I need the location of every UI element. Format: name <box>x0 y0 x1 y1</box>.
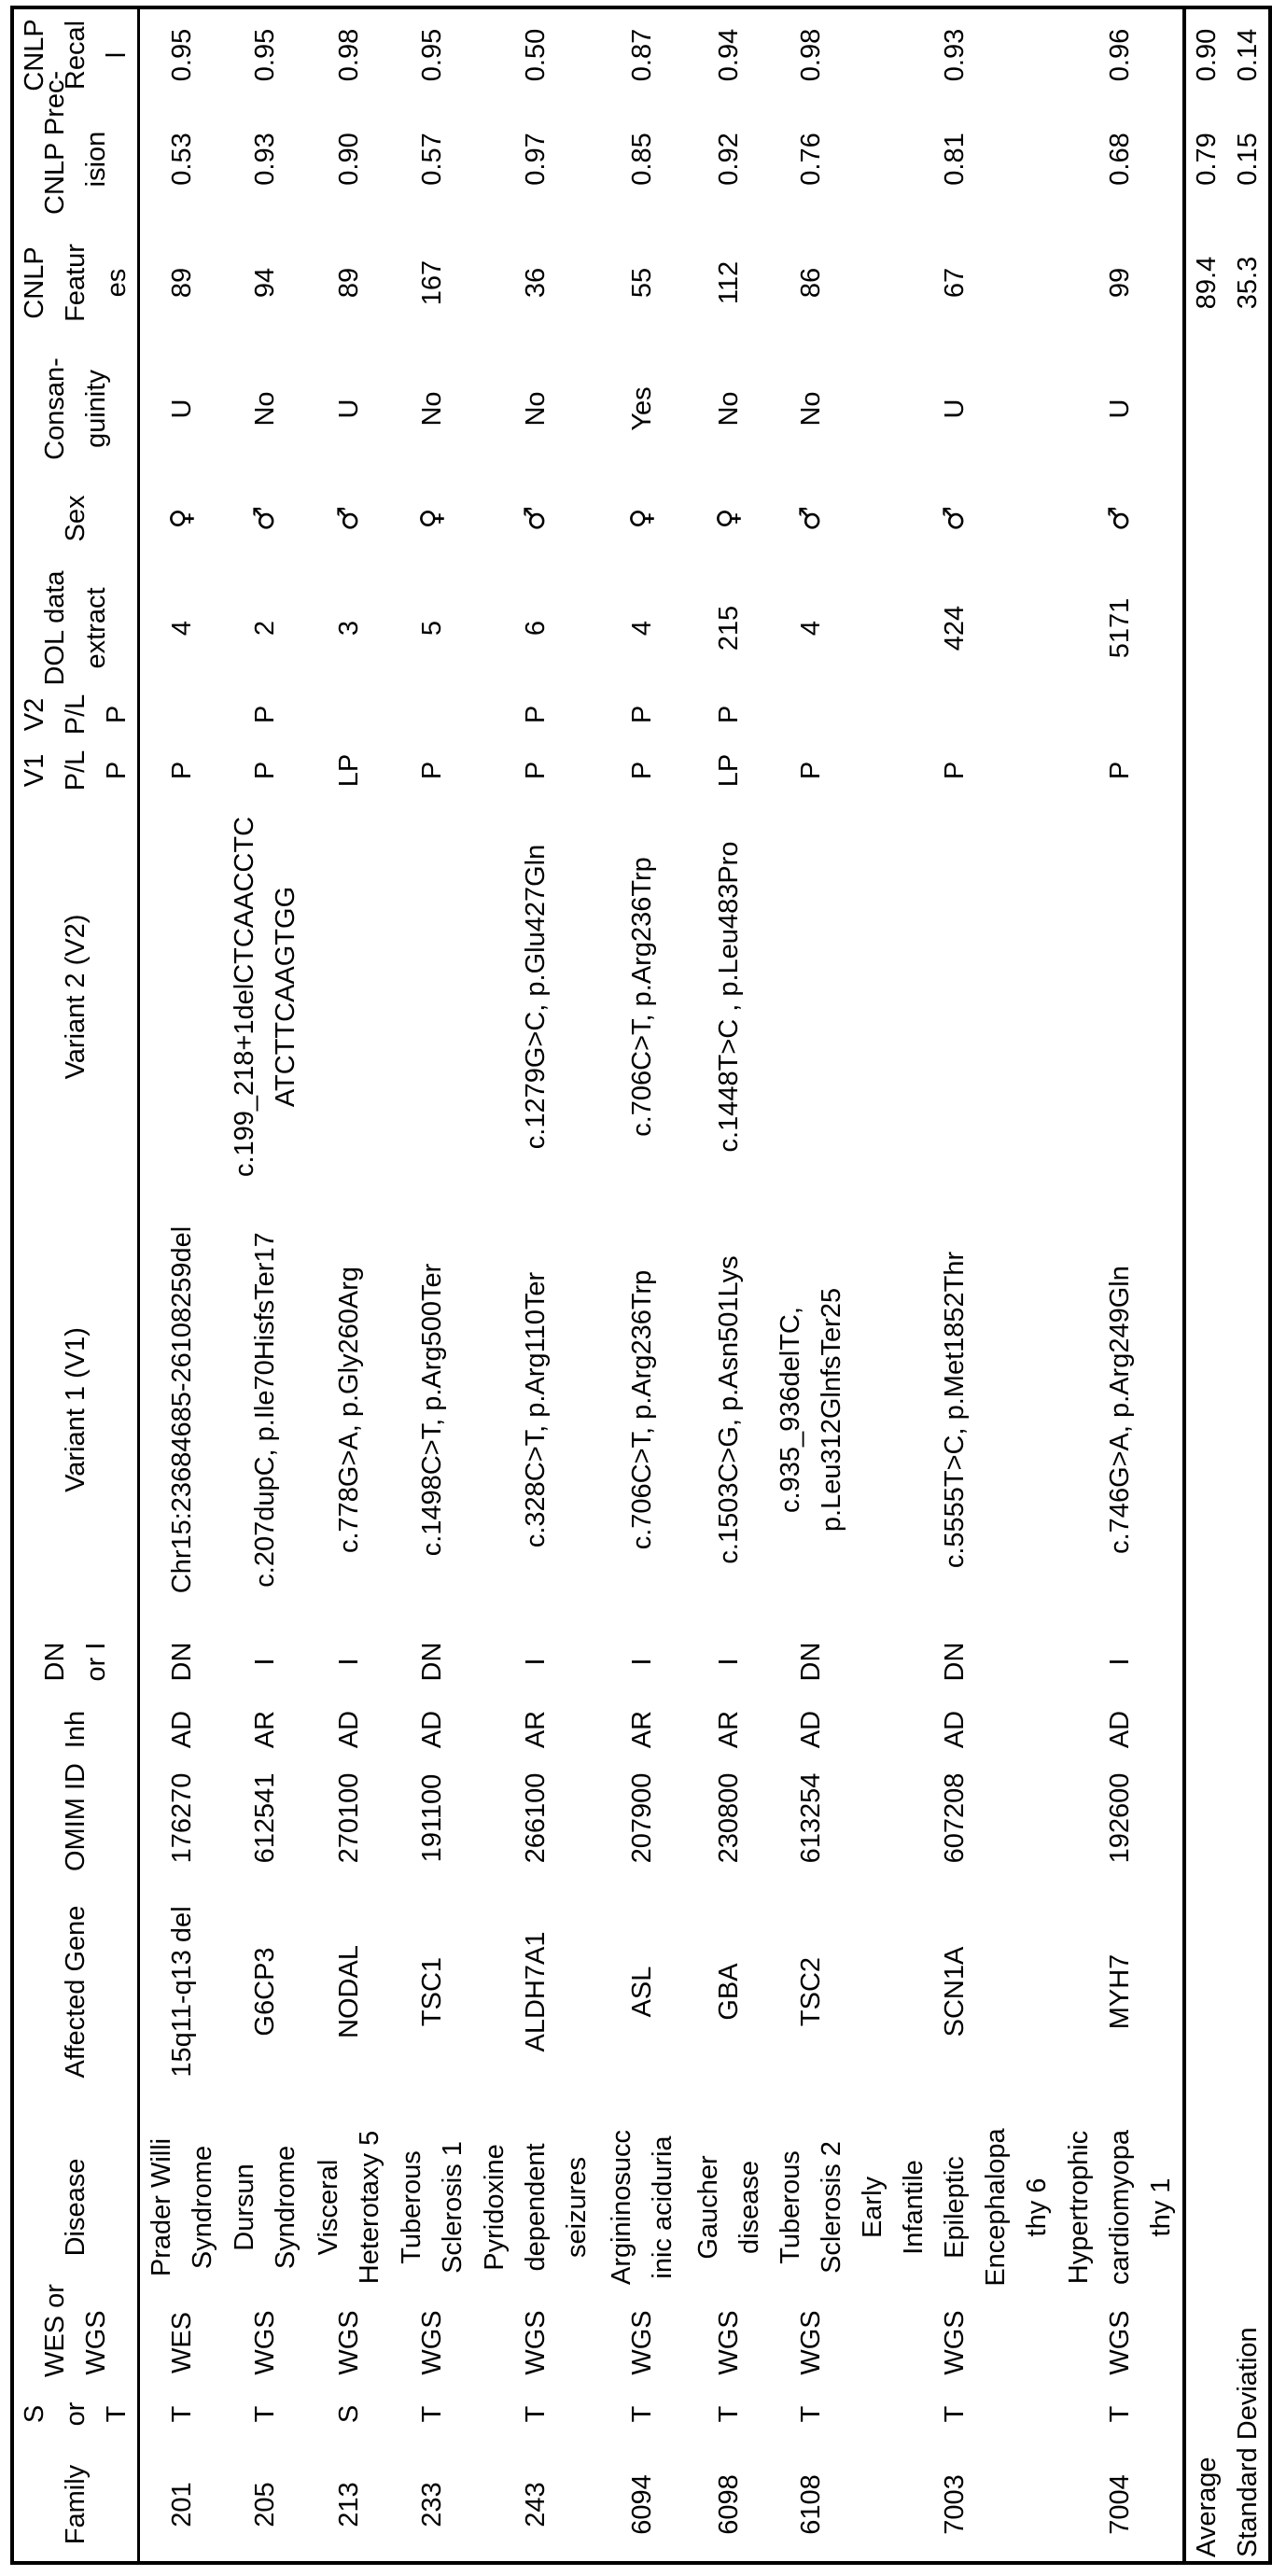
cell-inheritance: AR <box>688 1697 770 1762</box>
cell-s-or-t: T <box>474 2380 597 2448</box>
average-row <box>1184 7 1227 2563</box>
cell-family: 6098 <box>688 2448 770 2563</box>
cell-cnlp-recall: 0.50 <box>474 7 597 101</box>
cell-dol-data-extract: 2 <box>224 567 307 689</box>
cell-omim-id: 612541 <box>224 1762 307 1874</box>
cell-wes-or-wgs: WGS <box>224 2305 307 2380</box>
cell-consanguinity: No <box>770 348 852 469</box>
average-cnlp-features: 89.4 <box>1184 217 1227 348</box>
cell-cnlp-precision: 0.57 <box>391 101 474 217</box>
cell-v1-classification: LP <box>307 740 391 801</box>
cell-v2-classification <box>139 689 224 740</box>
cell-v2-classification: P <box>597 689 688 740</box>
cell-dn-or-i: I <box>597 1627 688 1697</box>
cell-dn-or-i: I <box>474 1627 597 1697</box>
header-sex: Sex <box>12 469 139 567</box>
cell-disease: Hypertrophic cardiomyopa thy 1 <box>1057 2109 1184 2305</box>
cell-cnlp-features: 94 <box>224 217 307 348</box>
header-family: Family <box>12 2448 139 2563</box>
cell-sex <box>597 469 688 567</box>
table-row <box>391 7 474 2563</box>
cell-cnlp-recall: 0.95 <box>139 7 224 101</box>
header-variant-2: Variant 2 (V2) <box>12 801 139 1193</box>
cell-v1-classification: P <box>474 740 597 801</box>
table-row <box>307 7 391 2563</box>
cell-affected-gene: TSC1 <box>391 1874 474 2109</box>
cell-variant-1: c.746G>A, p.Arg249Gln <box>1057 1193 1184 1627</box>
cell-omim-id: 192600 <box>1057 1762 1184 1874</box>
cell-dol-data-extract: 4 <box>597 567 688 689</box>
header-omim-id: OMIM ID <box>12 1762 139 1874</box>
cell-s-or-t: T <box>1057 2380 1184 2448</box>
cell-dn-or-i: I <box>1057 1627 1184 1697</box>
header-consanguinity: Consan- guinity <box>12 348 139 469</box>
cell-v2-classification <box>391 689 474 740</box>
cell-cnlp-recall: 0.96 <box>1057 7 1184 101</box>
header-disease: Disease <box>12 2109 139 2305</box>
cell-variant-1: c.1498C>T, p.Arg500Ter <box>391 1193 474 1627</box>
cell-cnlp-recall: 0.94 <box>688 7 770 101</box>
cell-dn-or-i: I <box>307 1627 391 1697</box>
cell-family: 7003 <box>852 2448 1057 2563</box>
cell-variant-1: c.207dupC, p.Ile70HisfsTer17 <box>224 1193 307 1627</box>
cell-s-or-t: T <box>391 2380 474 2448</box>
cell-affected-gene: TSC2 <box>770 1874 852 2109</box>
cell-dol-data-extract: 3 <box>307 567 391 689</box>
cell-v1-classification: LP <box>688 740 770 801</box>
cell-inheritance: AD <box>770 1697 852 1762</box>
cell-sex <box>307 469 391 567</box>
std-dev-label: Standard Deviation <box>1227 348 1270 2563</box>
cell-v2-classification: P <box>688 689 770 740</box>
cell-inheritance: AD <box>391 1697 474 1762</box>
header-v2-classification: V2 P/L P <box>12 689 139 740</box>
cell-sex <box>852 469 1057 567</box>
female-icon: ♀ <box>415 509 448 529</box>
female-icon: ♀ <box>712 509 745 529</box>
cell-variant-1: c.5555T>C, p.Met1852Thr <box>852 1193 1057 1627</box>
cell-family: 6094 <box>597 2448 688 2563</box>
female-icon: ♀ <box>165 509 198 529</box>
cell-sex <box>139 469 224 567</box>
header-cnlp-precision: CNLP Prec- ision <box>12 101 139 217</box>
cell-cnlp-features: 86 <box>770 217 852 348</box>
cell-wes-or-wgs: WGS <box>852 2305 1057 2380</box>
cell-wes-or-wgs: WGS <box>307 2305 391 2380</box>
cell-dol-data-extract: 424 <box>852 567 1057 689</box>
cell-variant-2 <box>391 801 474 1193</box>
cell-dol-data-extract: 5171 <box>1057 567 1184 689</box>
cell-consanguinity: U <box>1057 348 1184 469</box>
cell-dn-or-i: I <box>688 1627 770 1697</box>
cell-omim-id: 270100 <box>307 1762 391 1874</box>
cell-variant-2 <box>852 801 1057 1193</box>
cell-wes-or-wgs: WGS <box>688 2305 770 2380</box>
cell-wes-or-wgs: WGS <box>391 2305 474 2380</box>
cell-variant-1: Chr15:23684685-26108259del <box>139 1193 224 1627</box>
header-variant-1: Variant 1 (V1) <box>12 1193 139 1627</box>
cell-variant-1: c.935_936delTC, p.Leu312GlnfsTer25 <box>770 1193 852 1627</box>
cell-consanguinity: U <box>139 348 224 469</box>
cell-cnlp-recall: 0.87 <box>597 7 688 101</box>
std-dev-cnlp-recall: 0.14 <box>1227 7 1270 101</box>
male-icon: ♂ <box>1103 506 1136 531</box>
cell-s-or-t: S <box>307 2380 391 2448</box>
header-affected-gene: Affected Gene <box>12 1874 139 2109</box>
cell-s-or-t: T <box>852 2380 1057 2448</box>
cell-omim-id: 613254 <box>770 1762 852 1874</box>
std-dev-cnlp-features: 35.3 <box>1227 217 1270 348</box>
cell-omim-id: 607208 <box>852 1762 1057 1874</box>
header-cnlp-features: CNLP Featur es <box>12 217 139 348</box>
cell-disease: Pyridoxine dependent seizures <box>474 2109 597 2305</box>
cell-consanguinity: No <box>474 348 597 469</box>
cell-v1-classification: P <box>770 740 852 801</box>
cell-dn-or-i: DN <box>770 1627 852 1697</box>
cell-disease: Tuberous Sclerosis 1 <box>391 2109 474 2305</box>
male-icon: ♂ <box>248 506 281 531</box>
cell-cnlp-features: 99 <box>1057 217 1184 348</box>
cell-family: 6108 <box>770 2448 852 2563</box>
cell-consanguinity: No <box>391 348 474 469</box>
cell-sex <box>391 469 474 567</box>
cell-sex <box>224 469 307 567</box>
cell-cnlp-recall: 0.95 <box>391 7 474 101</box>
cell-wes-or-wgs: WGS <box>474 2305 597 2380</box>
header-s-or-t: S or T <box>12 2380 139 2448</box>
header-cnlp-recall: CNLP Recal l <box>12 7 139 101</box>
cell-variant-2: c.1279G>C, p.Glu427Gln <box>474 801 597 1193</box>
cell-dol-data-extract: 215 <box>688 567 770 689</box>
cell-cnlp-features: 112 <box>688 217 770 348</box>
header-wes-or-wgs: WES or WGS <box>12 2305 139 2380</box>
cell-cnlp-precision: 0.81 <box>852 101 1057 217</box>
cell-inheritance: AD <box>139 1697 224 1762</box>
cell-variant-1: c.706C>T, p.Arg236Trp <box>597 1193 688 1627</box>
header-dol-data-extract: DOL data extract <box>12 567 139 689</box>
cell-v1-classification: P <box>1057 740 1184 801</box>
cell-cnlp-precision: 0.93 <box>224 101 307 217</box>
cell-cnlp-precision: 0.53 <box>139 101 224 217</box>
cell-v1-classification: P <box>224 740 307 801</box>
cell-sex <box>474 469 597 567</box>
cell-wes-or-wgs: WGS <box>770 2305 852 2380</box>
cell-s-or-t: T <box>688 2380 770 2448</box>
cell-v2-classification <box>852 689 1057 740</box>
cell-family: 205 <box>224 2448 307 2563</box>
cell-omim-id: 176270 <box>139 1762 224 1874</box>
cell-consanguinity: Yes <box>597 348 688 469</box>
cell-v2-classification <box>307 689 391 740</box>
cell-consanguinity: U <box>852 348 1057 469</box>
table-row <box>1057 7 1184 2563</box>
cell-affected-gene: NODAL <box>307 1874 391 2109</box>
cell-inheritance: AD <box>852 1697 1057 1762</box>
cell-consanguinity: No <box>688 348 770 469</box>
average-cnlp-recall: 0.90 <box>1184 7 1227 101</box>
cell-omim-id: 230800 <box>688 1762 770 1874</box>
cell-dol-data-extract: 6 <box>474 567 597 689</box>
cell-family: 233 <box>391 2448 474 2563</box>
header-row <box>12 7 139 2563</box>
cell-consanguinity: U <box>307 348 391 469</box>
cell-variant-2 <box>307 801 391 1193</box>
cell-v2-classification: P <box>224 689 307 740</box>
cell-inheritance: AR <box>224 1697 307 1762</box>
cell-wes-or-wgs: WGS <box>597 2305 688 2380</box>
cell-s-or-t: T <box>139 2380 224 2448</box>
table-row <box>139 7 224 2563</box>
cell-v1-classification: P <box>139 740 224 801</box>
rotated-table-container <box>10 9 1262 2565</box>
table-row <box>597 7 688 2563</box>
cell-family: 201 <box>139 2448 224 2563</box>
cell-omim-id: 266100 <box>474 1762 597 1874</box>
cell-dol-data-extract: 5 <box>391 567 474 689</box>
cell-wes-or-wgs: WES <box>139 2305 224 2380</box>
table-row <box>770 7 852 2563</box>
cell-dn-or-i: DN <box>852 1627 1057 1697</box>
female-icon: ♀ <box>625 509 658 529</box>
cell-disease: Gaucher disease <box>688 2109 770 2305</box>
cell-s-or-t: T <box>770 2380 852 2448</box>
cell-disease: Argininosucc inic aciduria <box>597 2109 688 2305</box>
cell-cnlp-precision: 0.97 <box>474 101 597 217</box>
cell-family: 243 <box>474 2448 597 2563</box>
cell-cnlp-recall: 0.93 <box>852 7 1057 101</box>
cell-sex <box>688 469 770 567</box>
table-row <box>474 7 597 2563</box>
cell-cnlp-recall: 0.98 <box>770 7 852 101</box>
cell-v1-classification: P <box>852 740 1057 801</box>
cell-family: 213 <box>307 2448 391 2563</box>
table-row <box>852 7 1057 2563</box>
cell-inheritance: AR <box>474 1697 597 1762</box>
cell-dn-or-i: DN <box>139 1627 224 1697</box>
cell-variant-1: c.778G>A, p.Gly260Arg <box>307 1193 391 1627</box>
cell-affected-gene: SCN1A <box>852 1874 1057 2109</box>
cell-v2-classification <box>770 689 852 740</box>
male-icon: ♂ <box>332 506 365 531</box>
cell-family: 7004 <box>1057 2448 1184 2563</box>
cell-dol-data-extract: 4 <box>139 567 224 689</box>
cell-affected-gene: ASL <box>597 1874 688 2109</box>
cell-inheritance: AD <box>1057 1697 1184 1762</box>
cell-variant-2 <box>1057 801 1184 1193</box>
std-dev-row <box>1227 7 1270 2563</box>
cell-inheritance: AD <box>307 1697 391 1762</box>
average-label: Average <box>1184 348 1227 2563</box>
cell-sex <box>1057 469 1184 567</box>
cell-variant-2: c.706C>T, p.Arg236Trp <box>597 801 688 1193</box>
table-row <box>688 7 770 2563</box>
cell-cnlp-features: 67 <box>852 217 1057 348</box>
cell-affected-gene: G6CP3 <box>224 1874 307 2109</box>
cell-cnlp-precision: 0.85 <box>597 101 688 217</box>
cell-disease: Early Infantile Epileptic Encephalopa thy 6 <box>852 2109 1057 2305</box>
cell-affected-gene: ALDH7A1 <box>474 1874 597 2109</box>
cell-dol-data-extract: 4 <box>770 567 852 689</box>
cell-dn-or-i: I <box>224 1627 307 1697</box>
cell-consanguinity: No <box>224 348 307 469</box>
cell-omim-id: 191100 <box>391 1762 474 1874</box>
cell-inheritance: AR <box>597 1697 688 1762</box>
cell-dn-or-i: DN <box>391 1627 474 1697</box>
cell-cnlp-recall: 0.98 <box>307 7 391 101</box>
cell-cnlp-features: 89 <box>307 217 391 348</box>
cell-variant-1: c.1503C>G, p.Asn501Lys <box>688 1193 770 1627</box>
cell-variant-2 <box>770 801 852 1193</box>
cell-v1-classification: P <box>391 740 474 801</box>
cell-v2-classification <box>1057 689 1184 740</box>
male-icon: ♂ <box>519 506 552 531</box>
cell-cnlp-precision: 0.68 <box>1057 101 1184 217</box>
cell-v2-classification: P <box>474 689 597 740</box>
cell-disease: Visceral Heterotaxy 5 <box>307 2109 391 2305</box>
cell-cnlp-precision: 0.76 <box>770 101 852 217</box>
std-dev-cnlp-precision: 0.15 <box>1227 101 1270 217</box>
cell-sex <box>770 469 852 567</box>
cell-wes-or-wgs: WGS <box>1057 2305 1184 2380</box>
cell-affected-gene: 15q11-q13 del <box>139 1874 224 2109</box>
cell-cnlp-recall: 0.95 <box>224 7 307 101</box>
average-cnlp-precision: 0.79 <box>1184 101 1227 217</box>
cell-cnlp-features: 36 <box>474 217 597 348</box>
male-icon: ♂ <box>794 506 827 531</box>
cell-cnlp-precision: 0.90 <box>307 101 391 217</box>
male-icon: ♂ <box>938 506 971 531</box>
cell-s-or-t: T <box>224 2380 307 2448</box>
cell-cnlp-precision: 0.92 <box>688 101 770 217</box>
cell-variant-2: c.199_218+1delCTCAACCTC ATCTTCAAGTGG <box>224 801 307 1193</box>
cell-disease: Tuberous Sclerosis 2 <box>770 2109 852 2305</box>
cell-variant-2 <box>139 801 224 1193</box>
cell-s-or-t: T <box>597 2380 688 2448</box>
header-dn-or-i: DN or I <box>12 1627 139 1697</box>
cell-variant-2: c.1448T>C , p.Leu483Pro <box>688 801 770 1193</box>
cell-variant-1: c.328C>T, p.Arg110Ter <box>474 1193 597 1627</box>
cell-cnlp-features: 55 <box>597 217 688 348</box>
cell-disease: Dursun Syndrome <box>224 2109 307 2305</box>
cell-cnlp-features: 167 <box>391 217 474 348</box>
variant-results-table <box>10 6 1272 2565</box>
header-v1-classification: V1 P/L P <box>12 740 139 801</box>
table-row <box>224 7 307 2563</box>
cell-affected-gene: MYH7 <box>1057 1874 1184 2109</box>
cell-v1-classification: P <box>597 740 688 801</box>
cell-disease: Prader Willi Syndrome <box>139 2109 224 2305</box>
cell-cnlp-features: 89 <box>139 217 224 348</box>
cell-affected-gene: GBA <box>688 1874 770 2109</box>
cell-omim-id: 207900 <box>597 1762 688 1874</box>
header-inheritance: Inh <box>12 1697 139 1762</box>
